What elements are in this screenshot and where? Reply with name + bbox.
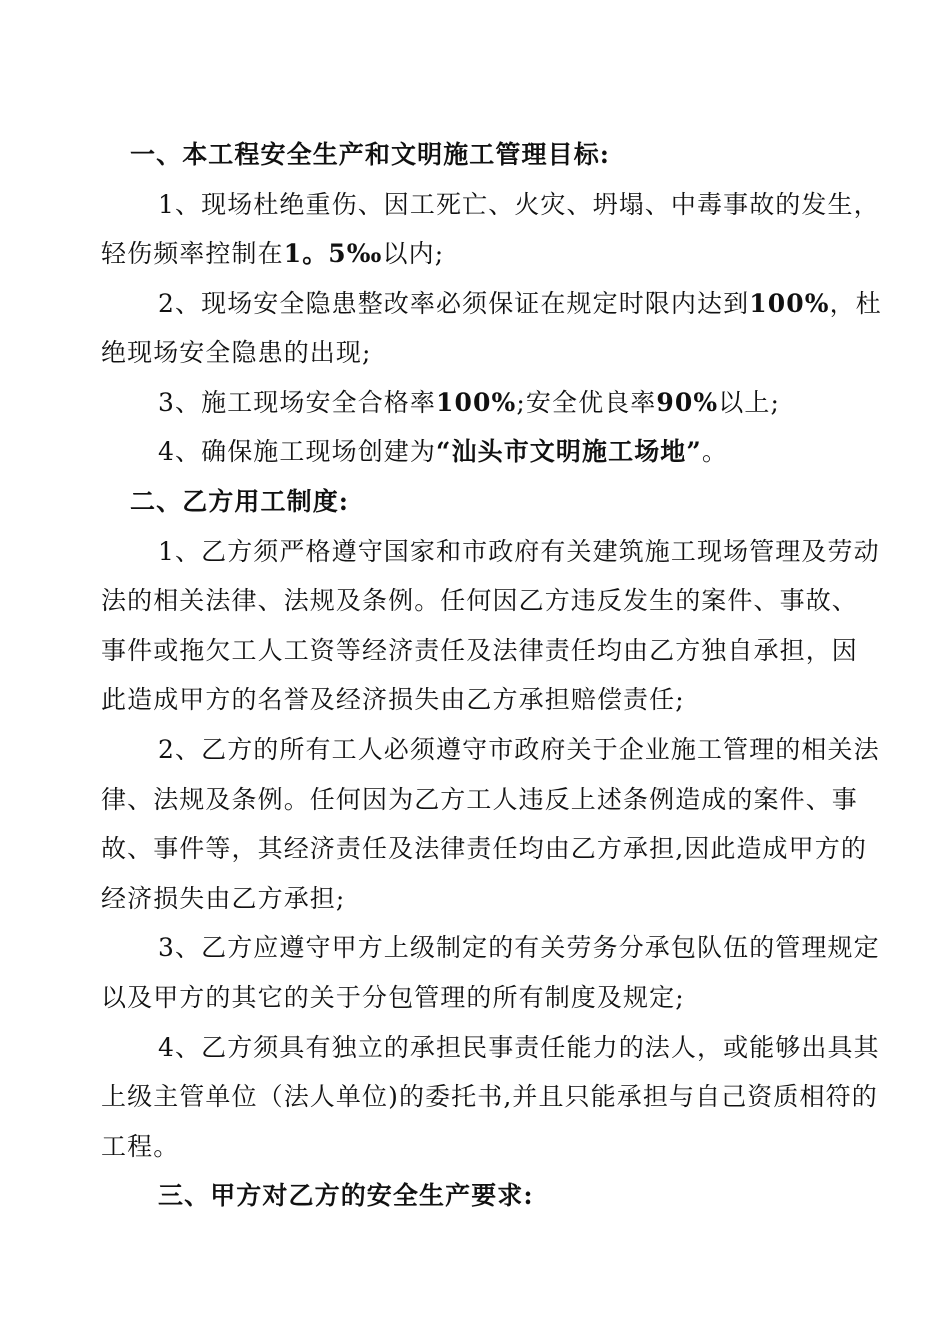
section-2-heading: 二、乙方用工制度: bbox=[130, 487, 350, 516]
s1-item1-line1: 1、现场杜绝重伤、因工死亡、火灾、坍塌、中毒事故的发生， bbox=[158, 190, 880, 219]
section-3-heading: 三、甲方对乙方的安全生产要求: bbox=[158, 1181, 534, 1210]
s2-item3-line2: 以及甲方的其它的关于分包管理的所有制度及规定; bbox=[101, 983, 685, 1012]
s1-item1-suffix: 以内; bbox=[382, 239, 445, 268]
s2-item2-line3: 故、事件等，其经济责任及法律责任均由乙方承担,因此造成甲方的 bbox=[101, 834, 867, 863]
civilized-site-title: “汕头市文明施工场地” bbox=[436, 437, 702, 466]
s1-item1-text: 轻伤频率控制在 bbox=[101, 239, 284, 268]
s2-item2-line2: 律、法规及条例。任何因为乙方工人违反上述条例造成的案件、事 bbox=[101, 785, 858, 814]
s2-item2-line4: 经济损失由乙方承担; bbox=[101, 884, 346, 913]
s1-item2-line1 bbox=[158, 284, 882, 320]
s1-item3-text: 3、施工现场安全合格率 bbox=[158, 388, 437, 417]
injury-rate-value: 1。5‰ bbox=[283, 239, 383, 268]
s1-item4-suffix: 。 bbox=[701, 437, 728, 466]
s2-item4-line3: 工程。 bbox=[101, 1132, 180, 1161]
s1-item3-line bbox=[158, 383, 780, 419]
section-1-heading: 一、本工程安全生产和文明施工管理目标: bbox=[130, 140, 611, 169]
s1-item4-line bbox=[158, 432, 728, 468]
s1-item4-text: 4、确保施工现场创建为 bbox=[158, 437, 437, 466]
s1-item3-mid: ;安全优良率 bbox=[516, 388, 657, 417]
s1-item2-suffix: ，杜 bbox=[829, 289, 882, 318]
s2-item2-line1: 2、乙方的所有工人必须遵守市政府关于企业施工管理的相关法 bbox=[158, 735, 880, 764]
s1-item3-suffix: 以上; bbox=[718, 388, 780, 417]
s2-item4-line1: 4、乙方须具有独立的承担民事责任能力的法人，或能够出具其 bbox=[158, 1033, 880, 1062]
excellent-rate-value: 90% bbox=[656, 388, 719, 417]
s1-item2-line2: 绝现场安全隐患的出现; bbox=[101, 338, 372, 367]
s2-item1-line4: 此造成甲方的名誉及经济损失由乙方承担赔偿责任; bbox=[101, 685, 685, 714]
s2-item4-line2: 上级主管单位（法人单位)的委托书,并且只能承担与自己资质相符的 bbox=[101, 1082, 878, 1111]
s2-item1-line1: 1、乙方须严格遵守国家和市政府有关建筑施工现场管理及劳动 bbox=[158, 537, 880, 566]
s1-item2-text: 2、现场安全隐患整改率必须保证在规定时限内达到 bbox=[158, 289, 750, 318]
s1-item1-line2 bbox=[101, 234, 444, 270]
rectification-rate-value: 100% bbox=[749, 289, 830, 318]
pass-rate-value: 100% bbox=[436, 388, 517, 417]
s2-item3-line1: 3、乙方应遵守甲方上级制定的有关劳务分承包队伍的管理规定 bbox=[158, 933, 880, 962]
s2-item1-line2: 法的相关法律、法规及条例。任何因乙方违反发生的案件、事故、 bbox=[101, 586, 858, 615]
s2-item1-line3: 事件或拖欠工人工资等经济责任及法律责任均由乙方独自承担，因 bbox=[101, 636, 858, 665]
